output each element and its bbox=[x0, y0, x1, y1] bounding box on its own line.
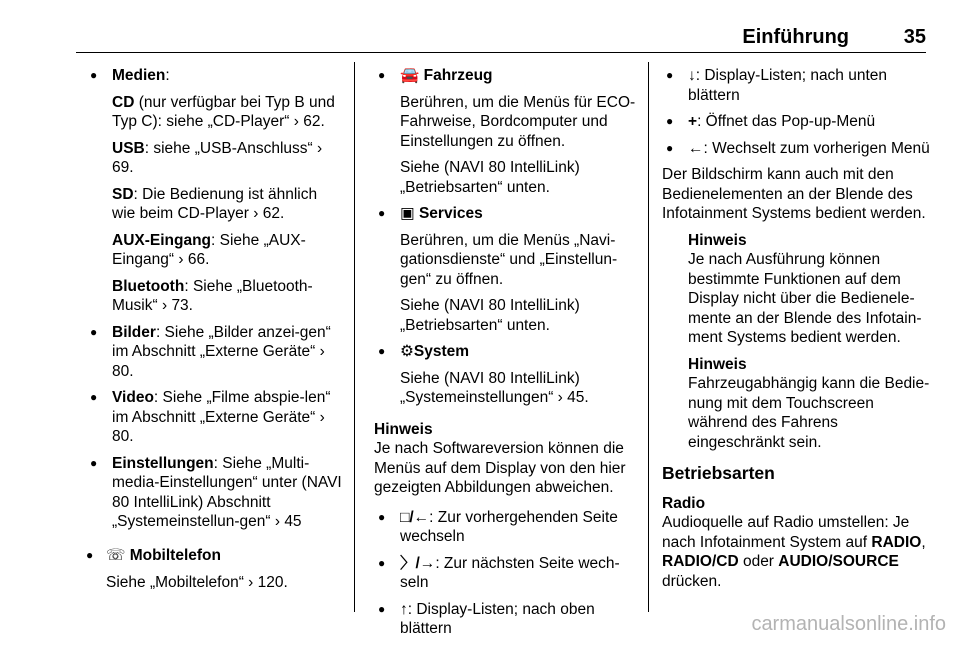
medien-usb: USB: siehe „USB-Anschluss“ › 69. bbox=[112, 139, 323, 176]
list-item-fahrzeug: ● 🚘 Fahrzeug Berühren, um die Menüs für ECO-Fahrweise, Bordcomputer und Einstellungen zu öffnen. Siehe (NAVI 80 IntelliLink) „Betriebsarten“ unten. bbox=[374, 66, 639, 197]
watermark: carmanualsonline.info bbox=[751, 612, 946, 635]
page-header bbox=[76, 26, 926, 53]
list-item-medien bbox=[86, 66, 344, 316]
mobiltelefon-heading: ● ☏ Mobiltelefon bbox=[106, 547, 221, 564]
page-ref[interactable]: 66. bbox=[187, 251, 210, 268]
page-ref-arrow-icon: › bbox=[317, 139, 323, 157]
section-heading: Betriebsarten bbox=[662, 463, 775, 483]
services-heading: ● ▣ Services bbox=[400, 205, 483, 222]
page-title: Einführung bbox=[742, 26, 849, 48]
prev-page-icon: □/← bbox=[400, 508, 430, 526]
page-ref[interactable]: 62. bbox=[303, 113, 325, 130]
arrow-up-icon: ↑ bbox=[400, 600, 408, 618]
list-item-services: ● ▣ Services Berühren, um die Menüs „Navi-gationsdienste“ und „Einstellun-gen“ zu öffnen. Siehe (NAVI 80 IntelliLink) „Betriebsarten“ unten. bbox=[374, 204, 639, 335]
medien-aux: AUX-Eingang: Siehe „AUX-Eingang“ › 66. bbox=[112, 231, 306, 268]
services-icon: ▣ bbox=[400, 205, 415, 222]
note-hinweis-2: Hinweis Fahrzeugabhängig kann die Bedie-nung mit dem Touchscreen während des Fahrens eingeschränkt sein. bbox=[688, 355, 930, 451]
page-ref[interactable]: 69. bbox=[112, 159, 134, 176]
paragraph-radio: Audioquelle auf Radio umstellen: Je nach Infotainment System auf RADIO, RADIO/CD oder AUDIO/SOURCE drücken. bbox=[662, 514, 926, 590]
page-ref-arrow-icon: › bbox=[178, 251, 184, 268]
list-item-bilder: ● Bilder: Siehe „Bilder anzei-gen“ im Abschnitt „Externe Geräte“ › 80. bbox=[86, 323, 344, 382]
system-gear-icon: ⚙ bbox=[400, 343, 414, 360]
page-ref[interactable]: 73. bbox=[171, 297, 193, 314]
medien-heading: ● Medien: bbox=[112, 67, 170, 84]
column-2 bbox=[374, 66, 639, 646]
page-ref-arrow-icon: › bbox=[557, 389, 563, 406]
page-ref[interactable]: 80. bbox=[112, 362, 134, 380]
page-ref-arrow-icon: › bbox=[161, 297, 168, 314]
medien-bluetooth: Bluetooth: Siehe „Bluetooth-Musik“ › 73. bbox=[112, 277, 313, 314]
arrow-down-icon: ↓ bbox=[688, 67, 696, 84]
list-item-scroll-down: ● ↓: Display-Listen; nach unten blättern bbox=[662, 66, 930, 105]
system-heading: ● ⚙System bbox=[400, 343, 470, 360]
next-page-icon: 〉/→ bbox=[400, 554, 436, 572]
fahrzeug-heading: ● 🚘 Fahrzeug bbox=[400, 67, 493, 84]
list-item-system: ● ⚙System Siehe (NAVI 80 IntelliLink) „Systemeinstellungen“ › 45. bbox=[374, 342, 639, 408]
note-hinweis: Hinweis Je nach Softwareversion können die Menüs auf dem Display von den hier gezeigten Abbildungen abweichen. bbox=[374, 420, 626, 496]
page-ref-arrow-icon: › bbox=[248, 573, 254, 591]
paragraph-blende: Der Bildschirm kann auch mit den Bedienelementen an der Blende des Infotainment Systems bedient werden. bbox=[662, 166, 926, 222]
list-item-einstellungen: ● Einstellungen: Siehe „Multi-media-Einstellungen“ unter (NAVI 80 IntelliLink) Abschnitt „Systemeinstellun-gen“ › 45 bbox=[86, 454, 344, 532]
back-arrow-icon: ← bbox=[688, 139, 704, 157]
phone-icon: ☏ bbox=[106, 547, 126, 564]
column-3 bbox=[662, 66, 930, 598]
plus-icon: + bbox=[688, 113, 698, 130]
page-number: 35 bbox=[903, 26, 926, 48]
list-item-video: ● Video: Siehe „Filme abspie-len“ im Abschnitt „Externe Geräte“ › 80. bbox=[86, 388, 344, 447]
list-item-prev-page: ● □/←: Zur vorhergehenden Seite wechseln bbox=[374, 508, 639, 547]
column-divider-1 bbox=[354, 62, 355, 612]
list-item-scroll-up: ● ↑: Display-Listen; nach oben blättern bbox=[374, 600, 639, 639]
page-ref[interactable]: 62. bbox=[262, 205, 285, 222]
subheading-radio: Radio bbox=[662, 494, 706, 512]
page-ref-arrow-icon: › bbox=[253, 205, 259, 222]
page-ref-arrow-icon: › bbox=[293, 113, 299, 130]
car-icon: 🚘 bbox=[400, 67, 420, 84]
medien-sd: SD: Die Bedienung ist ähnlich wie beim CD-Player › 62. bbox=[112, 185, 318, 222]
list-item-mobiltelefon: ● ☏ Mobiltelefon Siehe „Mobiltelefon“ › 120. bbox=[82, 546, 344, 599]
medien-cd: CD (nur verfügbar bei Typ B und Typ C): siehe „CD-Player“ › 62. bbox=[112, 93, 335, 130]
list-item-back: ● ←: Wechselt zum vorherigen Menü bbox=[662, 139, 930, 159]
list-item-popup-menu: ● +: Öffnet das Pop-up-Menü bbox=[662, 112, 930, 132]
note-hinweis-1: Hinweis Je nach Ausführung können bestimmte Funktionen auf dem Display nicht über die Bedienele-mente an der Blende des Infotain-ment Systems bedient werden. bbox=[688, 231, 922, 346]
column-1 bbox=[86, 66, 344, 539]
list-item-next-page: ● 〉/→: Zur nächsten Seite wech-seln bbox=[374, 554, 639, 593]
page-ref-arrow-icon: › bbox=[319, 343, 325, 360]
column-divider-2 bbox=[648, 62, 649, 612]
page-ref[interactable]: 45. bbox=[567, 389, 589, 406]
page-ref-arrow-icon: › bbox=[274, 513, 280, 530]
page-ref[interactable]: 80. bbox=[112, 428, 134, 445]
page-ref-arrow-icon: › bbox=[319, 408, 325, 426]
page-ref[interactable]: 120. bbox=[257, 573, 288, 591]
page-ref[interactable]: 45 bbox=[284, 513, 302, 530]
